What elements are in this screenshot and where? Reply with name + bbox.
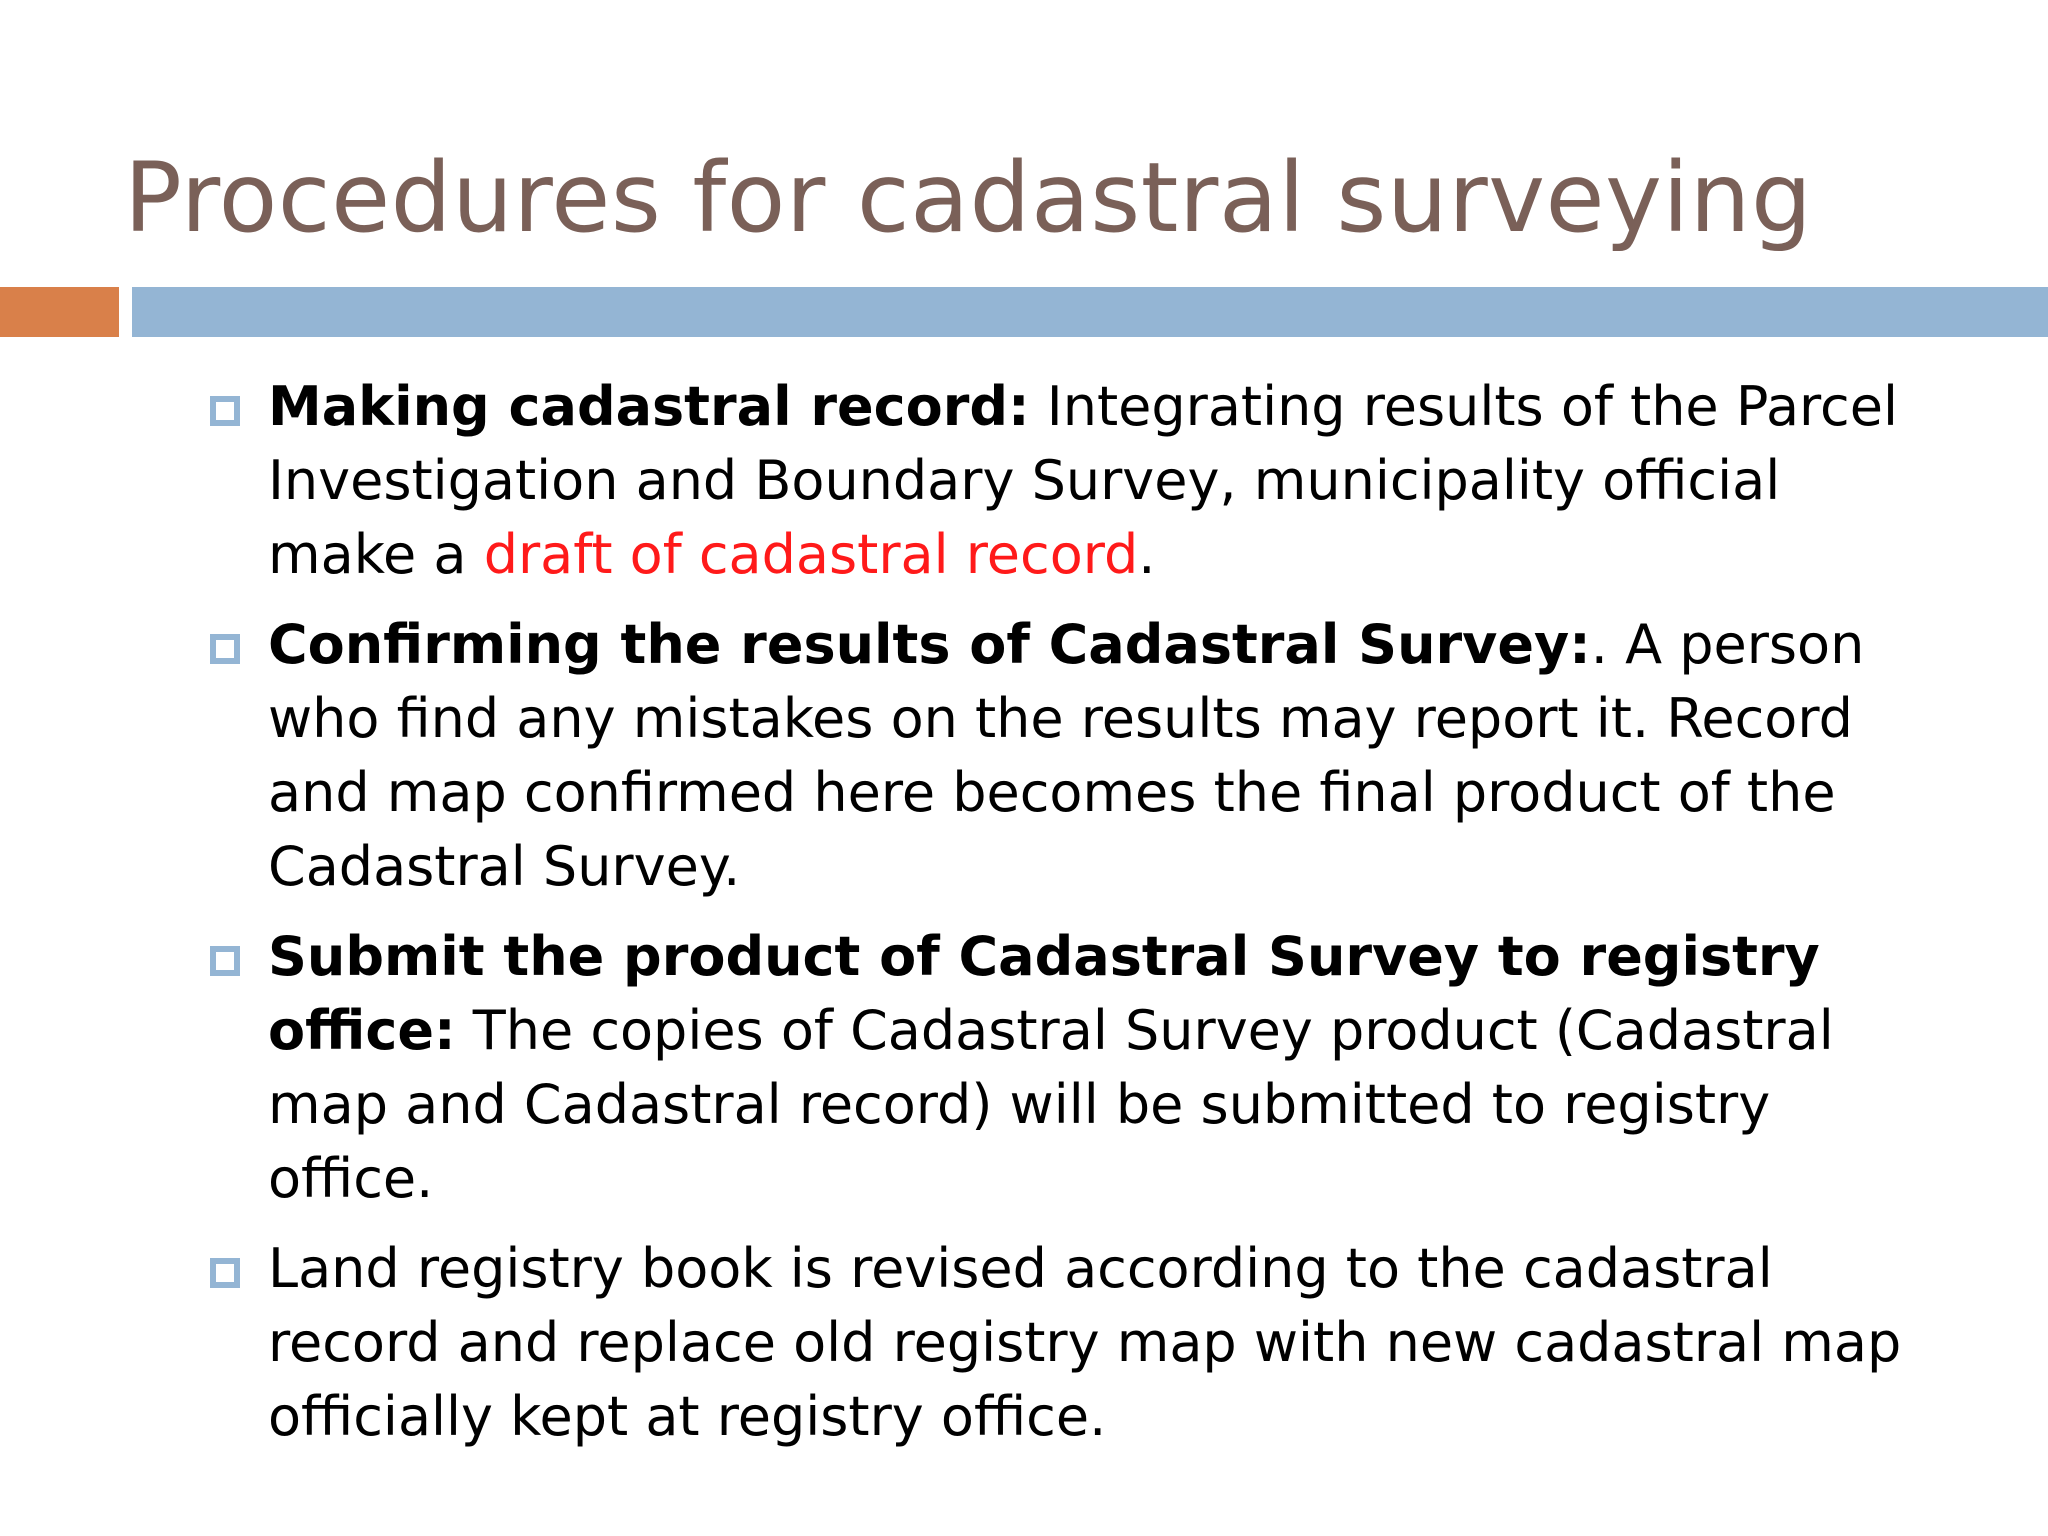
bullet-list bbox=[208, 370, 1928, 1470]
bullet-item-making-record bbox=[208, 370, 1928, 592]
title-accent-bar-blue bbox=[132, 287, 2048, 337]
square-bullet-icon bbox=[210, 946, 240, 976]
square-bullet-icon bbox=[210, 1258, 240, 1288]
title-accent-bar-orange bbox=[0, 287, 119, 337]
bullet-item-land-registry bbox=[208, 1232, 1928, 1454]
bullet-lead: Confirming the results of Cadastral Survey: bbox=[268, 613, 1591, 676]
bullet-text: The copies of Cadastral Survey product (Cadastral map and Cadastral record) will be submitted to registry office. bbox=[268, 999, 1834, 1210]
bullet-text-end: . bbox=[1138, 523, 1156, 586]
square-bullet-icon bbox=[210, 396, 240, 426]
bullet-highlight: draft of cadastral record bbox=[483, 523, 1139, 586]
bullet-text: Integrating results of the Parcel Investigation and Boundary Survey, municipality official make a bbox=[268, 375, 1898, 586]
bullet-text: Land registry book is revised according to the cadastral record and replace old registry map with new cadastral map officially kept at registry office. bbox=[268, 1237, 1902, 1448]
slide-title: Procedures for cadastral surveying bbox=[124, 142, 1813, 254]
bullet-lead: Submit the product of Cadastral Survey to registry office: bbox=[268, 925, 1820, 1062]
bullet-text: . A person who find any mistakes on the results may report it. Record and map confirmed here becomes the final product of the Cadastral Survey. bbox=[268, 613, 1865, 898]
square-bullet-icon bbox=[210, 634, 240, 664]
bullet-item-confirming-results bbox=[208, 608, 1928, 904]
bullet-lead: Making cadastral record: bbox=[268, 375, 1030, 438]
bullet-item-submit-product bbox=[208, 920, 1928, 1216]
